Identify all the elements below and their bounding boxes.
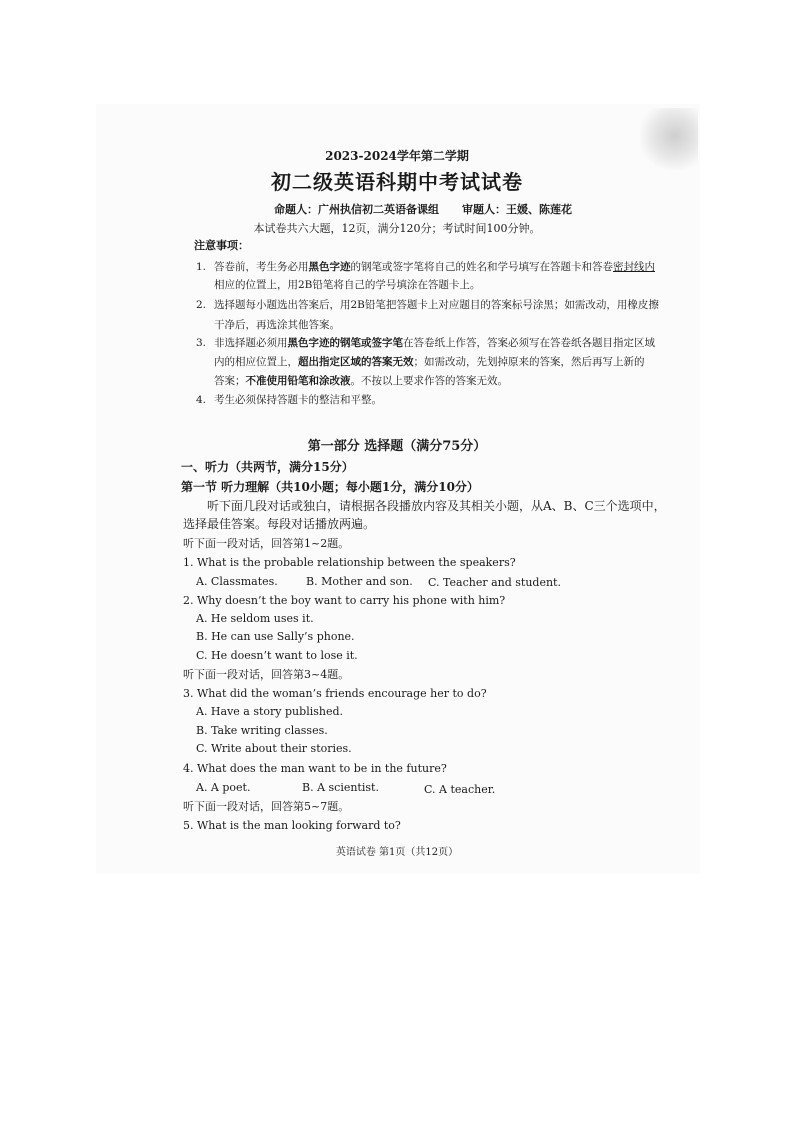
option-3b: B. Take writing classes. <box>196 724 328 737</box>
note-number: 4. <box>196 394 207 406</box>
dialogue-intro: 听下面一段对话，回答第3~4题。 <box>183 668 350 681</box>
option-4a: A. A poet. <box>196 781 251 794</box>
option-4b: B. A scientist. <box>302 781 379 794</box>
dialogue-intro: 听下面一段对话，回答第5~7题。 <box>183 800 350 813</box>
instruction-line-2: 选择最佳答案。每段对话播放两遍。 <box>183 517 376 531</box>
page-title: 初二级英语科期中考试试卷 <box>271 170 523 194</box>
question-1: 1. What is the probable relationship between the speakers? <box>183 556 516 569</box>
note-number: 2. <box>196 299 207 311</box>
option-1a: A. Classmates. <box>196 575 278 588</box>
option-1b: B. Mother and son. <box>306 575 413 588</box>
note-text: 考生必须保持答题卡的整洁和平整。 <box>214 394 382 406</box>
note-1-line-2: 相应的位置上，用2B铅笔将自己的学号填涂在答题卡上。 <box>214 279 481 291</box>
option-1c: C. Teacher and student. <box>428 576 561 589</box>
option-2c: C. He doesn’t want to lose it. <box>196 649 358 662</box>
note-number: 1. <box>196 261 207 273</box>
note-number: 3. <box>196 337 207 349</box>
option-3a: A. Have a story published. <box>196 705 344 718</box>
section-heading: 一、听力（共两节，满分15分） <box>181 460 354 474</box>
option-3c: C. Write about their stories. <box>196 742 352 755</box>
subsection-heading: 第一节 听力理解（共10小题；每小题1分，满分10分） <box>181 480 479 494</box>
note-3-line-3: 答案；不准使用铅笔和涂改液。不按以上要求作答的答案无效。 <box>214 375 508 387</box>
question-5: 5. What is the man looking forward to? <box>183 819 401 832</box>
note-text: 答卷前，考生务必用黑色字迹的钢笔或签字笔将自己的姓名和学号填写在答题卡和答卷密封线内 <box>214 261 655 273</box>
note-text: 选择题每小题选出答案后，用2B铅笔把答题卡上对应题目的答案标号涂黑；如需改动，用橡皮擦 <box>214 299 659 311</box>
setter: 命题人：广州执信初二英语备课组 <box>274 203 439 216</box>
question-4: 4. What does the man want to be in the future? <box>183 762 447 775</box>
semester-line: 2023-2024学年第二学期 <box>325 149 469 163</box>
notes-heading: 注意事项： <box>194 239 249 252</box>
question-2: 2. Why doesn’t the boy want to carry his phone with him? <box>183 594 506 607</box>
option-2a: A. He seldom uses it. <box>196 612 314 625</box>
page-footer: 英语试卷 第1页（共12页） <box>335 847 459 858</box>
part-1-title: 第一部分 选择题（满分75分） <box>307 439 487 454</box>
instruction-line-1: 听下面几段对话或独白，请根据各段播放内容及其相关小题，从A、B、C三个选项中， <box>207 499 666 513</box>
note-text: 非选择题必须用黑色字迹的钢笔或签字笔在答卷纸上作答，答案必须写在答卷纸各题目指定区域 <box>214 337 655 349</box>
note-3-line-2: 内的相应位置上，超出指定区域的答案无效；如需改动，先划掉原来的答案，然后再写上新的 <box>214 356 645 368</box>
question-3: 3. What did the woman’s friends encourage her to do? <box>183 687 487 700</box>
reviewer: 审题人：王媛、陈莲花 <box>462 203 572 216</box>
dialogue-intro: 听下面一段对话，回答第1~2题。 <box>183 537 350 550</box>
option-4c: C. A teacher. <box>424 783 496 796</box>
note-2-line-2: 干净后，再选涂其他答案。 <box>214 319 340 331</box>
option-2b: B. He can use Sally’s phone. <box>196 630 355 643</box>
exam-info: 本试卷共六大题，12页，满分120分；考试时间100分钟。 <box>253 222 541 235</box>
